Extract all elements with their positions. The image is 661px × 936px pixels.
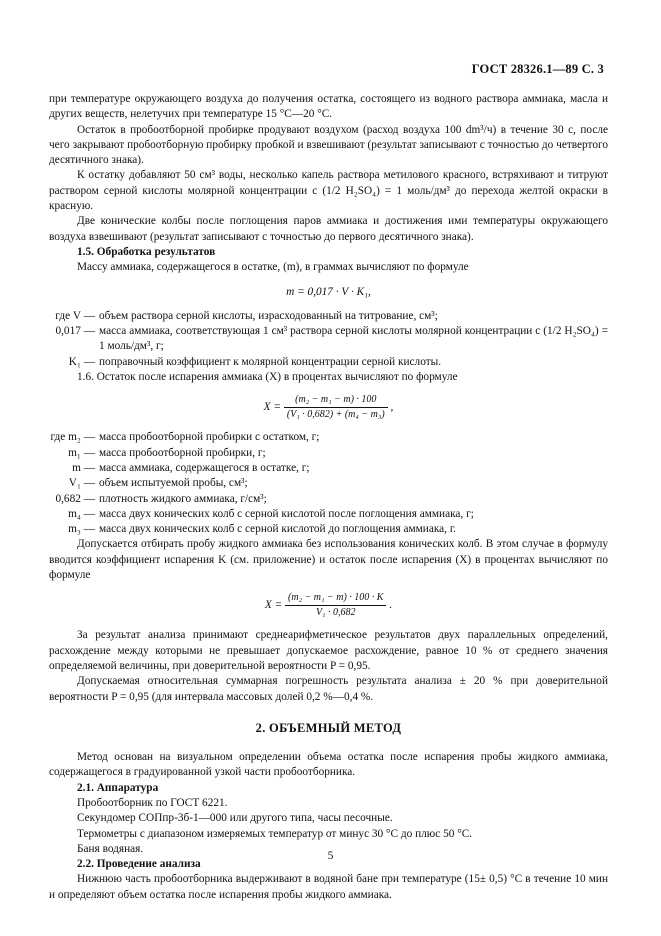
definition-label: K₁ — <box>68 355 95 368</box>
paragraph: Остаток в пробоотборной пробирке продувают воздухом (расход воздуха 100 dm³/ч) в течение 30 с, после чего закрывают пробоотборную пробирку пробкой и взвешивают (результат записывают с точностью до четвертого десятичного знака). <box>49 123 608 167</box>
fraction-numerator: (m₂ − m₁ − m) · 100 · K <box>285 592 386 606</box>
fraction-denominator: (V₁ · 0,682) + (m₄ − m₃) <box>286 409 385 421</box>
section-heading: 2.1. Аппаратура <box>77 781 159 794</box>
formula-residue <box>49 394 608 421</box>
list-item: Секундомер СОПпр-3б-1—000 или другого типа, часы песочные. <box>77 812 393 825</box>
definition-text: масса пробоотборной пробирки с остатком, г; <box>99 431 320 444</box>
fraction-denominator: V₁ · 0,682 <box>315 607 356 619</box>
definition-label: m₃ — <box>68 523 95 536</box>
definition-row <box>49 476 608 491</box>
definition-text: масса двух конических колб с серной кислотой до поглощения аммиака, г. <box>99 523 457 536</box>
definition-label: 0,682 — <box>55 492 95 505</box>
definition-text: объем раствора серной кислоты, израсходованный на титрование, см³; <box>99 309 438 322</box>
definition-text: масса двух конических колб с серной кислотой после поглощения аммиака, г; <box>99 507 474 520</box>
section-heading: 1.5. Обработка результатов <box>77 245 216 258</box>
definition-row <box>49 461 608 476</box>
definition-text: поправочный коэффициент к молярной концентрации серной кислоты. <box>99 355 442 368</box>
definition-label: V₁ — <box>68 477 95 490</box>
list-item: Термометры с диапазоном измеряемых температур от минус 30 °С до плюс 50 °С. <box>77 827 473 840</box>
paragraph: За результат анализа принимают среднеарифметическое результатов двух параллельных определений, расхождение между которыми не превышает допускаемое расхождение, равное 10 % от среднего значения определяемой величины, при доверительной вероятности P = 0,95. <box>49 629 608 672</box>
fraction <box>285 592 386 619</box>
section-heading: 2.2. Проведение анализа <box>77 858 201 871</box>
definition-text: масса аммиака, соответствующая 1 см³ раствора серной кислоты молярной концентрации c (1/2 H₂SO₄) = 1 моль/дм³, г; <box>99 325 608 353</box>
definition-label: 0,017 — <box>55 325 95 338</box>
formula-mass: m = 0,017 · V · K₁, <box>286 285 371 298</box>
definition-text: плотность жидкого аммиака, г/см³; <box>99 492 267 505</box>
list-item: Баня водяная. <box>77 842 144 855</box>
definition-list <box>49 309 608 370</box>
definition-label: где m₂ — <box>50 431 95 444</box>
list-item: Пробоотборник по ГОСТ 6221. <box>77 796 228 809</box>
paragraph: Допускаемая относительная суммарная погрешность результата анализа ± 20 % при доверительной вероятности P = 0,95 (для интервала массовых долей 0,2 %—0,4 %. <box>49 675 608 703</box>
formula-residue-k <box>49 592 608 619</box>
paragraph: при температуре окружающего воздуха до получения остатка, состоящего из водного раствора аммиака, масла и других веществ, нелетучих при температуре 15 °С—20 °С. <box>49 93 608 121</box>
page-number: 5 <box>327 850 334 862</box>
definition-row <box>49 507 608 522</box>
definition-row <box>49 446 608 461</box>
section-title: 2. ОБЪЕМНЫЙ МЕТОД <box>255 720 402 735</box>
definition-row <box>49 355 608 370</box>
definition-row <box>49 324 608 355</box>
formula-lhs: X = <box>264 599 283 612</box>
formula-tail: , <box>390 401 394 414</box>
paragraph: Массу аммиака, содержащегося в остатке, (m), в граммах вычисляют по формуле <box>77 261 469 274</box>
definition-label: m₁ — <box>68 446 95 459</box>
page-header: ГОСТ 28326.1—89 С. 3 <box>471 62 604 76</box>
definition-text: объем испытуемой пробы, см³; <box>99 477 248 490</box>
paragraph: 1.6. Остаток после испарения аммиака (X) в процентах вычисляют по формуле <box>77 371 458 384</box>
definition-list <box>49 430 608 537</box>
definition-row <box>49 522 608 537</box>
definition-label: где V — <box>55 309 95 322</box>
definition-label: m — <box>72 461 95 474</box>
formula-lhs: X = <box>263 401 282 414</box>
definition-text: масса аммиака, содержащегося в остатке, г; <box>99 461 310 474</box>
paragraph: Две конические колбы после поглощения паров аммиака и достижения ими температуры окружающего воздуха взвешивают (результат записывают с точностью до первого десятичного знака). <box>49 215 608 243</box>
formula-tail: . <box>389 599 393 612</box>
definition-label: m₄ — <box>68 507 95 520</box>
paragraph: К остатку добавляют 50 см³ воды, несколько капель раствора метилового красного, встряхивают и титруют раствором серной кислоты молярной концентрации c (1/2 H₂SO₄) = 1 моль/дм³ до перехода желтой окраски в красную. <box>49 169 608 213</box>
definition-text: масса пробоотборной пробирки, г; <box>99 446 266 459</box>
fraction <box>284 394 388 421</box>
fraction-numerator: (m₂ − m₁ − m) · 100 <box>284 394 388 408</box>
document-body <box>49 92 608 903</box>
paragraph: Допускается отбирать пробу жидкого аммиака без использования конических колб. В этом случае в формулу вводится коэффициент испарения K (см. приложение) и остаток после испарения (X) в процентах вычисляют по формуле <box>49 538 608 582</box>
definition-row <box>49 492 608 507</box>
paragraph: Метод основан на визуальном определении объема остатка после испарения пробы жидкого аммиака, содержащегося в градуированной узкой части пробоотборника. <box>49 751 608 779</box>
definition-row <box>49 309 608 324</box>
paragraph: Нижнюю часть пробоотборника выдерживают в водяной бане при температуре (15± 0,5) °С в течение 10 мин и определяют объем остатка после испарения пробы жидкого аммиака. <box>49 873 608 901</box>
definition-row <box>49 430 608 445</box>
